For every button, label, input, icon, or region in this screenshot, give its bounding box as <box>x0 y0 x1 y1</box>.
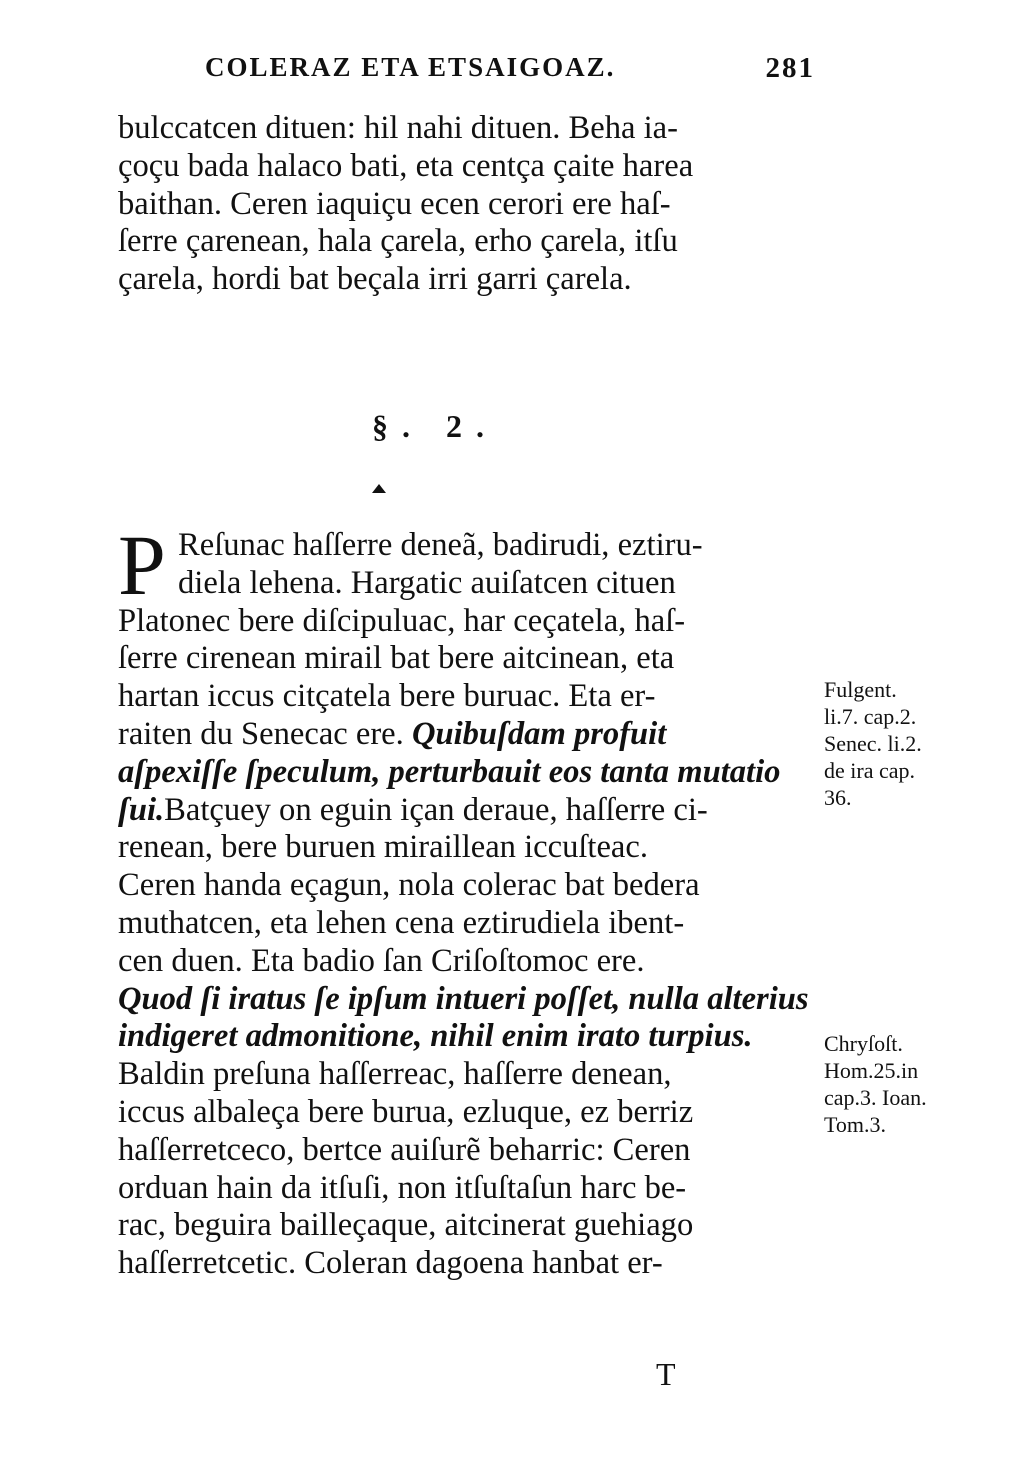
catchword: T <box>656 1356 676 1392</box>
text-line <box>118 867 818 905</box>
text-line <box>118 1207 818 1245</box>
text-line <box>118 829 818 867</box>
text-segment: orduan hain da itſuſi, non itſuſtaſun harc be- <box>118 1169 687 1206</box>
running-title: COLERAZ ETA ETSAIGOAZ. <box>205 52 616 82</box>
margin-note-line: cap.3. Ioan. <box>824 1085 927 1110</box>
margin-note-line: de ira cap. <box>824 758 915 783</box>
text-segment: renean, bere buruen miraillean iccuſteac. <box>118 829 648 866</box>
margin-note-line: li.7. cap.2. <box>824 704 917 729</box>
latin-quotation: aſpexiſſe ſpeculum, perturbauit eos tanta mutatio <box>118 753 781 790</box>
text-segment: muthatcen, eta lehen cena eztirudiela ibent- <box>118 904 685 941</box>
text-line: baithan. Ceren iaquiçu ecen cerori ere haſ- <box>118 185 671 222</box>
margin-note-line: Fulgent. <box>824 677 897 702</box>
text-segment: raiten du Senecac ere. <box>118 715 412 752</box>
latin-quotation: ſui. <box>118 791 165 828</box>
text-segment: cen duen. Eta badio ſan Criſoſtomoc ere. <box>118 942 645 979</box>
text-segment: Reſunac haſſerre deneã, badirudi, eztiru- <box>178 527 703 563</box>
text-segment: Ceren handa eçagun, nola colerac bat bedera <box>118 867 700 904</box>
text-segment: diela lehena. Hargatic auiſatcen cituen <box>178 564 676 601</box>
latin-quotation: indigeret admonitione, nihil enim irato turpius. <box>118 1018 753 1055</box>
page-number: 281 <box>765 52 815 84</box>
text-segment: iccus albaleça bere burua, ezluque, ez berriz <box>118 1093 694 1130</box>
section-heading: §. 2. <box>372 408 498 444</box>
margin-note-line: 36. <box>824 785 852 810</box>
latin-quotation: Quod ſi iratus ſe ipſum intueri poſſet, nulla alterius <box>118 980 809 1017</box>
paragraph-section-2 <box>118 517 818 1283</box>
text-line <box>118 640 818 678</box>
text-line: ſerre çarenean, hala çarela, erho çarela, itſu <box>118 223 678 260</box>
text-line <box>118 1094 818 1132</box>
text-line <box>118 527 818 565</box>
latin-quotation: Quibuſdam profuit <box>411 715 667 752</box>
text-segment: ſerre cirenean mirail bat bere aitcinean, eta <box>118 640 675 677</box>
text-line <box>118 1056 818 1094</box>
ornament-icon <box>372 484 386 493</box>
text-line: çarela, hordi bat beçala irri garri çarela. <box>118 261 632 298</box>
text-segment: haſſerretcetic. Coleran dagoena hanbat er- <box>118 1245 663 1282</box>
text-segment: hartan iccus citçatela bere buruac. Eta er- <box>118 678 656 715</box>
paragraph-continued <box>118 110 818 299</box>
text-line <box>118 1245 818 1283</box>
text-segment: Platonec bere diſcipuluac, har ceçatela, haſ- <box>118 602 686 639</box>
text-line <box>118 905 818 943</box>
margin-note-chrysostom <box>824 1030 1019 1138</box>
text-line <box>118 565 818 603</box>
text-line <box>118 716 818 754</box>
text-line <box>118 1170 818 1208</box>
text-segment: haſſerretceco, bertce auiſurẽ beharric: Ceren <box>118 1131 691 1168</box>
margin-note-line: Hom.25.in <box>824 1058 919 1083</box>
margin-note-line: Chryſoſt. <box>824 1031 903 1056</box>
text-line: bulccatcen dituen: hil nahi dituen. Beha ia- <box>118 110 678 146</box>
text-line: çoçu bada halaco bati, eta centça çaite harea <box>118 147 694 184</box>
text-line <box>118 603 818 641</box>
text-segment: Baldin preſuna haſſerreac, haſſerre denean, <box>118 1056 672 1093</box>
text-line <box>118 792 818 830</box>
text-segment: rac, beguira bailleçaque, aitcinerat guehiago <box>118 1207 694 1244</box>
text-segment: Batçuey on eguin içan deraue, haſſerre ci- <box>164 791 708 828</box>
margin-note-line: Tom.3. <box>824 1112 887 1137</box>
running-head <box>205 52 815 83</box>
text-line <box>118 943 818 981</box>
text-line <box>118 981 818 1019</box>
text-line <box>118 754 818 792</box>
text-line <box>118 1018 818 1056</box>
text-line <box>118 678 818 716</box>
text-line <box>118 1132 818 1170</box>
margin-note-line: Senec. li.2. <box>824 731 922 756</box>
drop-capital: P <box>118 517 166 613</box>
margin-note-fulgentius-seneca <box>824 676 1019 811</box>
